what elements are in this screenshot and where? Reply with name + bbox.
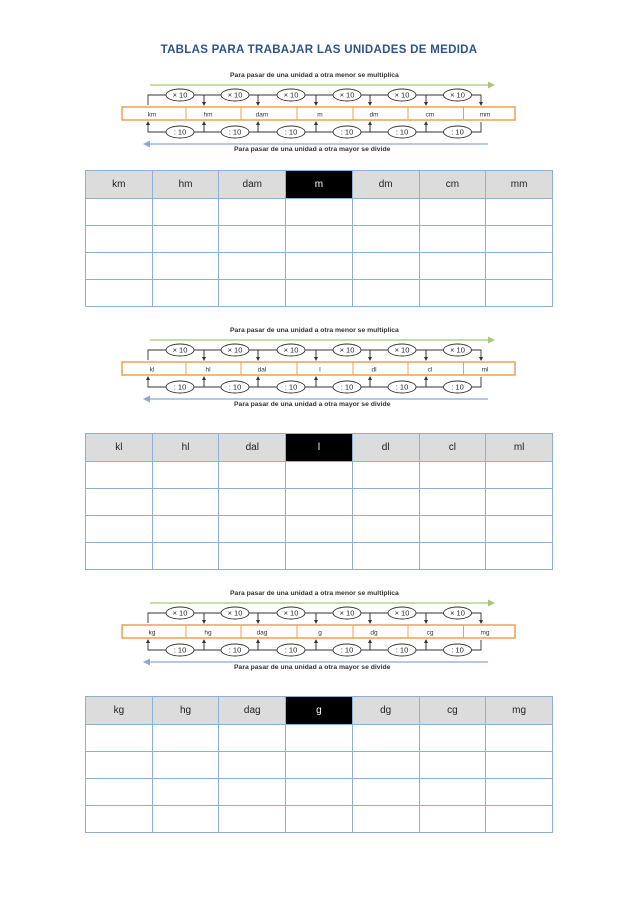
unit-header: dm bbox=[352, 171, 419, 199]
table-cell[interactable] bbox=[286, 516, 353, 543]
table-cell[interactable] bbox=[219, 489, 286, 516]
divide-bracket-arrowhead bbox=[424, 639, 428, 643]
unit-header: cg bbox=[419, 697, 486, 725]
table-cell[interactable] bbox=[219, 725, 286, 752]
conversion-diagram-mass bbox=[0, 590, 638, 676]
table-cell[interactable] bbox=[152, 543, 219, 570]
unit-header: ml bbox=[486, 434, 553, 462]
table-cell[interactable] bbox=[419, 253, 486, 280]
diagram-unit-label: m bbox=[317, 111, 323, 119]
multiply-label: × 10 bbox=[172, 345, 188, 355]
unit-header: kl bbox=[86, 434, 153, 462]
table-cell[interactable] bbox=[219, 806, 286, 833]
diagram-unit-label: hm bbox=[203, 111, 213, 119]
divide-label: : 10 bbox=[451, 382, 464, 392]
divide-bracket-arrowhead bbox=[368, 121, 372, 125]
diagram-unit-label: mg bbox=[480, 629, 490, 637]
table-row bbox=[86, 806, 553, 833]
divide-arrowhead bbox=[143, 396, 150, 403]
unit-header: dg bbox=[352, 697, 419, 725]
multiply-label: × 10 bbox=[394, 345, 410, 355]
diagram-unit-label: ml bbox=[481, 366, 489, 374]
multiply-bracket-arrowhead bbox=[479, 357, 483, 361]
table-header-row bbox=[86, 697, 553, 725]
divide-label: : 10 bbox=[451, 645, 464, 655]
table-cell[interactable] bbox=[486, 543, 553, 570]
table-cell[interactable] bbox=[152, 280, 219, 307]
unit-header: kg bbox=[86, 697, 153, 725]
diagram-unit-label: dl bbox=[371, 366, 377, 374]
unit-header: hg bbox=[152, 697, 219, 725]
table-row bbox=[86, 516, 553, 543]
conversion-diagram-capacity bbox=[0, 327, 638, 413]
table-cell[interactable] bbox=[352, 199, 419, 226]
diagram-unit-label: hl bbox=[205, 366, 211, 374]
divide-bracket-arrowhead bbox=[314, 376, 318, 380]
table-cell[interactable] bbox=[352, 489, 419, 516]
table-cell[interactable] bbox=[352, 806, 419, 833]
divide-bracket-arrowhead bbox=[368, 376, 372, 380]
table-cell[interactable] bbox=[286, 462, 353, 489]
table-cell[interactable] bbox=[486, 253, 553, 280]
table-cell[interactable] bbox=[419, 516, 486, 543]
divide-label: : 10 bbox=[173, 645, 187, 655]
divide-label: : 10 bbox=[395, 645, 409, 655]
unit-header: hl bbox=[152, 434, 219, 462]
table-row bbox=[86, 462, 553, 489]
table-cell[interactable] bbox=[419, 226, 486, 253]
table-cell[interactable] bbox=[419, 199, 486, 226]
divide-label: : 10 bbox=[284, 645, 298, 655]
unit-table-capacity bbox=[85, 433, 553, 570]
table-cell[interactable] bbox=[486, 199, 553, 226]
table-cell[interactable] bbox=[86, 806, 153, 833]
table-cell[interactable] bbox=[419, 806, 486, 833]
table-cell[interactable] bbox=[286, 280, 353, 307]
base-unit-header: m bbox=[286, 171, 353, 199]
multiply-label: × 10 bbox=[339, 90, 355, 100]
divide-caption: Para pasar de una unidad a otra mayor se divide bbox=[234, 664, 391, 671]
diagram-unit-label: cl bbox=[427, 366, 433, 374]
table-cell[interactable] bbox=[419, 280, 486, 307]
table-cell[interactable] bbox=[486, 752, 553, 779]
multiply-label: × 10 bbox=[283, 90, 299, 100]
unit-header: km bbox=[86, 171, 153, 199]
base-unit-header: l bbox=[286, 434, 353, 462]
multiply-label: × 10 bbox=[227, 345, 243, 355]
table-cell[interactable] bbox=[86, 226, 153, 253]
multiply-label: × 10 bbox=[227, 90, 243, 100]
divide-caption: Para pasar de una unidad a otra mayor se divide bbox=[234, 401, 391, 408]
table-cell[interactable] bbox=[286, 806, 353, 833]
table-cell[interactable] bbox=[352, 543, 419, 570]
divide-label: : 10 bbox=[173, 382, 187, 392]
diagram-unit-label: l bbox=[319, 366, 321, 374]
divide-label: : 10 bbox=[451, 127, 464, 137]
divide-bracket-arrowhead bbox=[202, 376, 206, 380]
divide-caption: Para pasar de una unidad a otra mayor se divide bbox=[234, 146, 391, 153]
table-cell[interactable] bbox=[286, 226, 353, 253]
table-cell[interactable] bbox=[219, 516, 286, 543]
table-cell[interactable] bbox=[86, 516, 153, 543]
multiply-label: × 10 bbox=[339, 608, 355, 618]
table-cell[interactable] bbox=[219, 253, 286, 280]
table-cell[interactable] bbox=[152, 226, 219, 253]
diagram-unit-label: dag bbox=[256, 629, 268, 637]
table-cell[interactable] bbox=[419, 725, 486, 752]
table-cell[interactable] bbox=[86, 280, 153, 307]
table-header-row bbox=[86, 434, 553, 462]
multiply-bracket-arrowhead bbox=[479, 620, 483, 624]
divide-bracket-arrowhead bbox=[424, 376, 428, 380]
table-row bbox=[86, 725, 553, 752]
divide-label: : 10 bbox=[228, 127, 242, 137]
table-row bbox=[86, 752, 553, 779]
divide-bracket-arrowhead bbox=[146, 121, 150, 125]
diagram-unit-label: kg bbox=[148, 629, 156, 637]
table-cell[interactable] bbox=[219, 779, 286, 806]
divide-bracket-arrowhead bbox=[314, 121, 318, 125]
multiply-bracket-arrowhead bbox=[479, 102, 483, 106]
table-cell[interactable] bbox=[152, 199, 219, 226]
diagram-unit-label: cm bbox=[425, 111, 435, 119]
divide-bracket-arrowhead bbox=[256, 639, 260, 643]
base-unit-header: g bbox=[286, 697, 353, 725]
table-row bbox=[86, 199, 553, 226]
table-cell[interactable] bbox=[486, 489, 553, 516]
table-row bbox=[86, 543, 553, 570]
diagram-unit-label: kl bbox=[149, 366, 155, 374]
table-cell[interactable] bbox=[352, 280, 419, 307]
multiply-label: × 10 bbox=[227, 608, 243, 618]
table-cell[interactable] bbox=[152, 779, 219, 806]
unit-header: cm bbox=[419, 171, 486, 199]
unit-header: dal bbox=[219, 434, 286, 462]
unit-table-length bbox=[85, 170, 553, 307]
table-cell[interactable] bbox=[486, 725, 553, 752]
unit-header: hm bbox=[152, 171, 219, 199]
table-cell[interactable] bbox=[152, 806, 219, 833]
table-cell[interactable] bbox=[486, 226, 553, 253]
table-cell[interactable] bbox=[86, 199, 153, 226]
conversion-diagram-graphic bbox=[0, 596, 638, 676]
unit-header: mm bbox=[486, 171, 553, 199]
unit-header: mg bbox=[486, 697, 553, 725]
divide-arrowhead bbox=[143, 141, 150, 148]
divide-label: : 10 bbox=[284, 382, 298, 392]
table-cell[interactable] bbox=[86, 752, 153, 779]
unit-header: dl bbox=[352, 434, 419, 462]
divide-bracket-arrowhead bbox=[202, 121, 206, 125]
divide-label: : 10 bbox=[228, 645, 242, 655]
table-cell[interactable] bbox=[86, 462, 153, 489]
divide-bracket-arrowhead bbox=[146, 639, 150, 643]
table-cell[interactable] bbox=[219, 199, 286, 226]
unit-header: dam bbox=[219, 171, 286, 199]
table-row bbox=[86, 779, 553, 806]
table-cell[interactable] bbox=[486, 779, 553, 806]
table-cell[interactable] bbox=[486, 462, 553, 489]
table-cell[interactable] bbox=[152, 253, 219, 280]
multiply-arrowhead bbox=[488, 82, 495, 89]
diagram-unit-label: cg bbox=[426, 629, 434, 637]
divide-label: : 10 bbox=[284, 127, 298, 137]
diagram-unit-label: dam bbox=[255, 111, 269, 119]
table-cell[interactable] bbox=[419, 489, 486, 516]
divide-label: : 10 bbox=[340, 382, 354, 392]
table-cell[interactable] bbox=[152, 725, 219, 752]
table-cell[interactable] bbox=[86, 543, 153, 570]
divide-bracket-arrowhead bbox=[368, 639, 372, 643]
multiply-arrowhead bbox=[488, 600, 495, 607]
diagram-unit-label: g bbox=[318, 629, 322, 637]
table-cell[interactable] bbox=[352, 462, 419, 489]
table-row bbox=[86, 253, 553, 280]
multiply-label: × 10 bbox=[172, 90, 188, 100]
page-title: TABLAS PARA TRABAJAR LAS UNIDADES DE MEDIDA bbox=[160, 44, 478, 56]
table-cell[interactable] bbox=[419, 752, 486, 779]
diagram-unit-label: dal bbox=[257, 366, 267, 374]
divide-bracket-arrowhead bbox=[314, 639, 318, 643]
table-cell[interactable] bbox=[86, 489, 153, 516]
divide-label: : 10 bbox=[173, 127, 187, 137]
divide-bracket-arrowhead bbox=[146, 376, 150, 380]
diagram-unit-label: hg bbox=[204, 629, 212, 637]
diagram-unit-label: mm bbox=[479, 111, 491, 119]
divide-label: : 10 bbox=[395, 127, 409, 137]
multiply-label: × 10 bbox=[283, 345, 299, 355]
multiply-caption: Para pasar de una unidad a otra menor se multiplica bbox=[230, 72, 399, 79]
table-cell[interactable] bbox=[352, 253, 419, 280]
table-cell[interactable] bbox=[419, 543, 486, 570]
table-cell[interactable] bbox=[86, 779, 153, 806]
table-cell[interactable] bbox=[286, 752, 353, 779]
unit-header: dag bbox=[219, 697, 286, 725]
multiply-label: × 10 bbox=[450, 90, 465, 100]
table-cell[interactable] bbox=[219, 280, 286, 307]
conversion-diagram-length bbox=[0, 72, 638, 158]
table-row bbox=[86, 489, 553, 516]
table-cell[interactable] bbox=[352, 226, 419, 253]
table-cell[interactable] bbox=[219, 462, 286, 489]
table-cell[interactable] bbox=[286, 489, 353, 516]
divide-label: : 10 bbox=[340, 127, 354, 137]
table-cell[interactable] bbox=[352, 725, 419, 752]
table-cell[interactable] bbox=[152, 462, 219, 489]
table-cell[interactable] bbox=[286, 543, 353, 570]
multiply-label: × 10 bbox=[450, 608, 465, 618]
table-cell[interactable] bbox=[286, 199, 353, 226]
diagram-unit-label: dm bbox=[369, 111, 379, 119]
table-cell[interactable] bbox=[486, 516, 553, 543]
table-cell[interactable] bbox=[86, 725, 153, 752]
table-cell[interactable] bbox=[352, 779, 419, 806]
table-cell[interactable] bbox=[286, 779, 353, 806]
table-cell[interactable] bbox=[219, 752, 286, 779]
table-cell[interactable] bbox=[219, 226, 286, 253]
table-cell[interactable] bbox=[286, 253, 353, 280]
unit-header: cl bbox=[419, 434, 486, 462]
multiply-arrowhead bbox=[488, 337, 495, 344]
multiply-label: × 10 bbox=[339, 345, 355, 355]
diagram-unit-label: km bbox=[147, 111, 157, 119]
table-cell[interactable] bbox=[352, 516, 419, 543]
divide-label: : 10 bbox=[395, 382, 409, 392]
divide-bracket-arrowhead bbox=[256, 376, 260, 380]
diagram-unit-label: dg bbox=[370, 629, 378, 637]
table-row bbox=[86, 280, 553, 307]
multiply-label: × 10 bbox=[283, 608, 299, 618]
multiply-label: × 10 bbox=[394, 608, 410, 618]
table-cell[interactable] bbox=[152, 516, 219, 543]
table-cell[interactable] bbox=[486, 280, 553, 307]
multiply-label: × 10 bbox=[172, 608, 188, 618]
conversion-diagram-graphic bbox=[0, 333, 638, 413]
divide-label: : 10 bbox=[228, 382, 242, 392]
multiply-label: × 10 bbox=[450, 345, 465, 355]
table-cell[interactable] bbox=[219, 543, 286, 570]
table-cell[interactable] bbox=[152, 489, 219, 516]
table-header-row bbox=[86, 171, 553, 199]
table-cell[interactable] bbox=[419, 462, 486, 489]
multiply-caption: Para pasar de una unidad a otra menor se multiplica bbox=[230, 590, 399, 597]
table-row bbox=[86, 226, 553, 253]
table-cell[interactable] bbox=[419, 779, 486, 806]
table-cell[interactable] bbox=[152, 752, 219, 779]
table-cell[interactable] bbox=[352, 752, 419, 779]
table-cell[interactable] bbox=[86, 253, 153, 280]
multiply-caption: Para pasar de una unidad a otra menor se multiplica bbox=[230, 327, 399, 334]
divide-bracket-arrowhead bbox=[202, 639, 206, 643]
table-cell[interactable] bbox=[486, 806, 553, 833]
unit-table-mass bbox=[85, 696, 553, 833]
conversion-diagram-graphic bbox=[0, 78, 638, 158]
divide-bracket-arrowhead bbox=[256, 121, 260, 125]
multiply-label: × 10 bbox=[394, 90, 410, 100]
divide-label: : 10 bbox=[340, 645, 354, 655]
divide-arrowhead bbox=[143, 659, 150, 666]
table-cell[interactable] bbox=[286, 725, 353, 752]
divide-bracket-arrowhead bbox=[424, 121, 428, 125]
